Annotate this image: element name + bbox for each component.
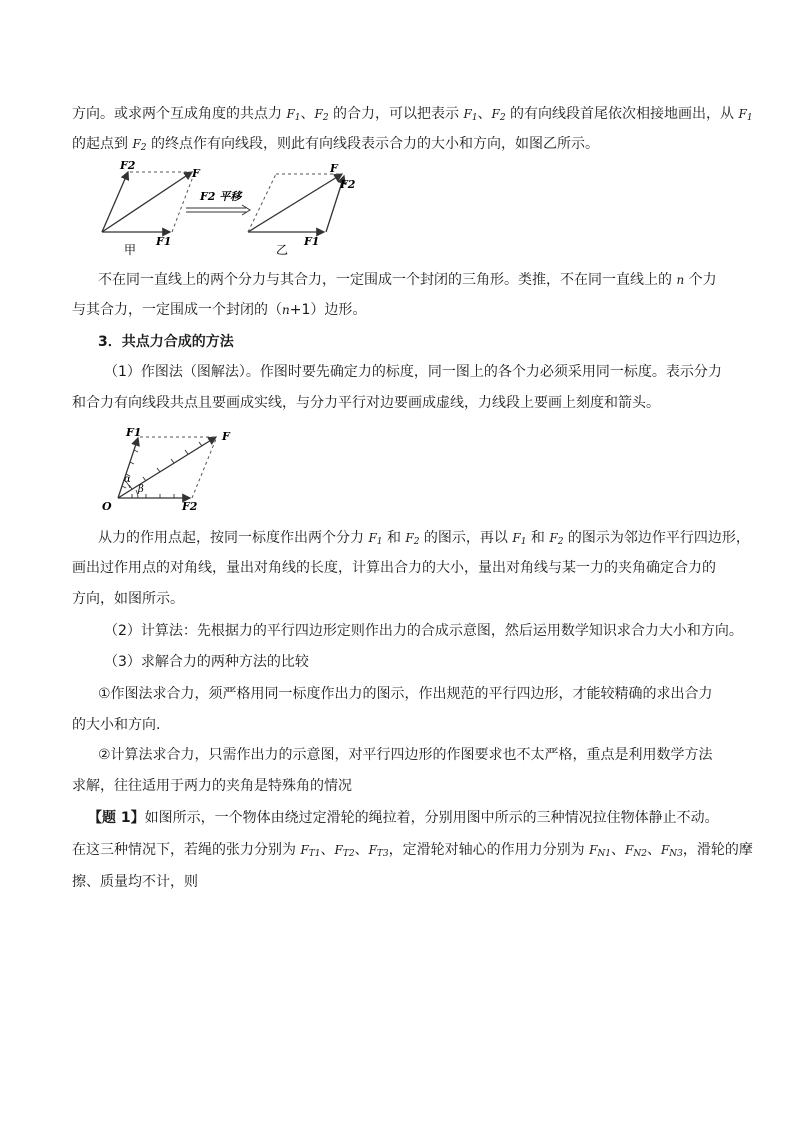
label-f1: F1 [156, 235, 172, 248]
symbol-fn1: $F_{N1}$ [589, 843, 612, 859]
paragraph-line: （2）计算法：先根据力的平行四边形定则作出力的合成示意图，然后运用数学知识求合力大小和方向。 [104, 623, 743, 639]
label-f2: F2 [340, 178, 356, 191]
paragraph-line: 不在同一直线上的两个分力与其合力，一定围成一个封闭的三角形。类推，不在同一直线上的 n 个力 [98, 272, 717, 288]
symbol-f2: $F_2$ [549, 531, 564, 547]
symbol-f2: $F_2$ [314, 107, 329, 123]
label-f2: F2 [182, 500, 198, 513]
paragraph-line: 方向，如图所示。 [72, 591, 184, 607]
label-f1: F1 [126, 426, 142, 439]
caption-jia: 甲 [124, 243, 137, 257]
question-tag: 【题 1】 [88, 810, 145, 826]
paragraph-line: ①作图法求合力，须严格用同一标度作出力的图示，作出规范的平行四边形，才能较精确的求出合力 [98, 686, 713, 702]
symbol-f1: $F_1$ [512, 531, 527, 547]
symbol-fn3: $F_{N3}$ [660, 843, 683, 859]
paragraph-line: 方向。或求两个互成角度的共点力 $F_1$、$F_2$ 的合力，可以把表示 $F_1$、$F_2$ 的有向线段首尾依次相接地画出，从 $F_1$ [72, 106, 753, 123]
paragraph-line: 和合力有向线段共点且要画成实线，与分力平行对边要画成虚线，力线段上要画上刻度和箭头。 [72, 395, 660, 411]
symbol-ft3: $F_{T3}$ [368, 843, 389, 859]
symbol-f1: $F_1$ [368, 531, 383, 547]
paragraph-line: （3）求解合力的两种方法的比较 [104, 654, 309, 670]
symbol-fn2: $F_{N2}$ [625, 843, 647, 859]
diagram-yi [248, 162, 356, 257]
label-o: O [102, 500, 112, 513]
translate-arrow [186, 190, 250, 215]
parallelogram-translation-figure [96, 156, 366, 262]
paragraph-line: 的起点到 $F_2$ 的终点作有向线段，则此有向线段表示合力的大小和方向，如图乙所示。 [72, 136, 599, 153]
label-f: F [330, 162, 338, 175]
symbol-f1: $F_1$ [286, 107, 301, 123]
label-f: F [222, 430, 230, 443]
label-f1: F1 [304, 235, 320, 248]
paragraph-line: 求解，往往适用于两力的夹角是特殊角的情况 [72, 778, 352, 794]
text-span: 方向。或求两个互成角度的共点力 [72, 106, 287, 122]
symbol-f1: $F_1$ [738, 107, 753, 123]
paragraph-line: 画出过作用点的对角线，量出对角线的长度，计算出合力的大小，量出对角线与某一力的夹角确定合力的 [72, 560, 716, 576]
label-alpha: α [124, 474, 131, 485]
paragraph-line: 的大小和方向. [72, 717, 161, 733]
caption-yi: 乙 [276, 243, 289, 257]
question-line: 【题 1】如图所示，一个物体由绕过定滑轮的绳拉着，分别用图中所示的三种情况拉住物体静止不动。 [88, 810, 719, 826]
symbol-f1: $F_1$ [463, 107, 478, 123]
section-heading: 3．共点力合成的方法 [98, 334, 234, 350]
symbol-ft2: $F_{T2}$ [334, 843, 355, 859]
paragraph-line: 从力的作用点起，按同一标度作出两个分力 $F_1$ 和 $F_2$ 的图示，再以 $F_1$ 和 $F_2$ 的图示为邻边作平行四边形， [98, 530, 750, 547]
paragraph-line: （1）作图法（图解法）。作图时要先确定力的标度，同一图上的各个力必须采用同一标度。表示分力 [104, 364, 722, 380]
symbol-f2: $F_2$ [491, 107, 506, 123]
question-line: 在这三种情况下，若绳的张力分别为 $F_{T1}$、$F_{T2}$、$F_{T3}$，定滑轮对轴心的作用力分别为 $F_{N1}$、$F_{N2}$、$F_{N3}$，滑轮的摩 [72, 842, 753, 859]
label-f: F [192, 167, 200, 180]
symbol-f2: $F_2$ [405, 531, 420, 547]
question-line: 擦、质量均不计，则 [72, 874, 198, 890]
paragraph-line: 与其合力，一定围成一个封闭的（n+1）边形。 [72, 302, 367, 318]
symbol-ft1: $F_{T1}$ [300, 843, 321, 859]
paragraph-line: ②计算法求合力，只需作出力的示意图，对平行四边形的作图要求也不太严格，重点是利用数学方法 [98, 747, 713, 763]
label-beta: β [138, 484, 144, 495]
svg-text:F2 平移: F2 平移 [200, 190, 242, 203]
graphical-method-figure [96, 420, 256, 516]
symbol-f2: $F_2$ [132, 137, 147, 153]
label-f2: F2 [120, 159, 136, 172]
